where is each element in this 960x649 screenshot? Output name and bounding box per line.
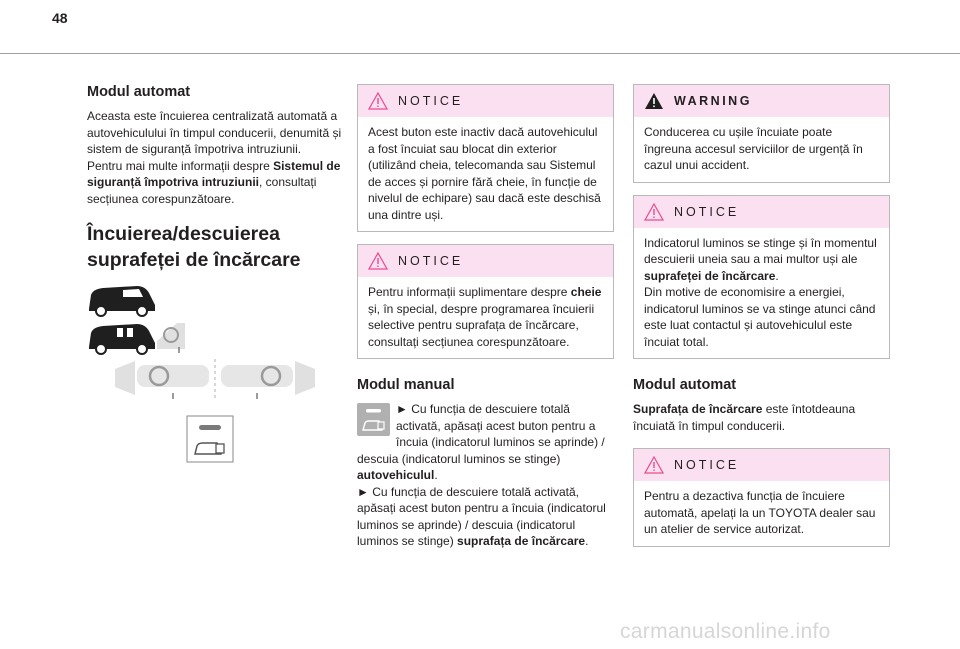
big-heading — [87, 221, 344, 273]
bullet-text: . — [434, 468, 438, 482]
lock-switch-icon — [187, 416, 233, 462]
notice-text-part: . — [775, 268, 779, 283]
big-heading-line-2: suprafeței de încărcare — [87, 249, 301, 271]
automatic-mode-paragraph — [87, 108, 344, 207]
notice-header — [634, 449, 889, 481]
bullet-text: ► Cu funcția de descuiere totală activată, apăsați acest buton pentru a încuia (indicatorul luminos se aprinde) / descuia (indicatorul luminos se stinge) — [357, 402, 605, 466]
warning-box — [633, 84, 890, 183]
notice-title: NOTICE — [398, 94, 464, 108]
bullet-text: ► Cu funcția de descuiere totală activată, apăsați acest buton pentru a încuia (indicatorul luminos se aprinde) / descuia (indicatorul luminos se stinge) — [357, 484, 606, 548]
notice-title: NOTICE — [674, 458, 740, 472]
section-heading-automatic-2: Modul automat — [633, 377, 737, 393]
section-heading-manual: Modul manual — [357, 377, 455, 393]
notice-text-bold: suprafeței de încărcare — [644, 268, 776, 283]
auto-bold: Suprafața de încărcare — [633, 402, 763, 416]
bullet-text: . — [585, 534, 589, 548]
warning-title: WARNING — [674, 94, 752, 108]
para-text: , consultați secțiunea corespunzătoare. — [87, 175, 317, 206]
notice-header — [358, 85, 613, 117]
notice-text: Acest buton este inactiv dacă autovehiculul a fost încuiat sau blocat din exterior (utilizând cheia, telecomanda sau Sistemul de acces și pornire fără cheie, în funcție de nivelul de echipare) sau dacă este deschisă una dintre uși. — [368, 125, 601, 222]
warning-text: Conducerea cu ușile încuiate poate îngreuna accesul serviciilor de urgență în cazul unui accident. — [644, 125, 863, 172]
bullet-bold: autovehiculul — [357, 468, 435, 482]
warning-triangle-icon — [368, 252, 388, 270]
lock-button-icon — [357, 403, 390, 436]
para-bold: Sistemul de siguranță împotriva intruziunii — [87, 158, 341, 189]
warning-filled-triangle-icon — [644, 92, 664, 110]
column-2 — [357, 84, 614, 550]
warning-header — [634, 85, 889, 117]
notice-text-part: Indicatorul luminos se stinge și în momentul descuierii uneia sau a mai multor uși ale — [644, 235, 877, 266]
column-1 — [87, 84, 344, 473]
warning-triangle-icon — [368, 92, 388, 110]
top-rule — [0, 53, 960, 54]
notice-text-part: Pentru informații suplimentare despre — [368, 285, 571, 299]
big-heading-line-1: Încuierea/descuierea — [87, 223, 280, 245]
van-rear-doors-icon — [89, 323, 185, 354]
notice-box-1 — [357, 84, 614, 232]
notice-header — [358, 245, 613, 277]
notice-text — [368, 284, 603, 350]
notice-text-part: și, în special, despre programarea încuierii selective pentru suprafața de încărcare, consultați secțiunea corespunzătoare. — [368, 301, 595, 349]
notice-title: NOTICE — [674, 204, 740, 219]
warning-triangle-icon — [644, 203, 664, 221]
notice-title: NOTICE — [398, 254, 464, 268]
notice-text-part: Din motive de economisire a energiei, indicatorul luminos se va stinge atunci când este luat contactul și autovehiculul este încuiat total. — [644, 285, 876, 349]
bullet-bold: suprafața de încărcare — [457, 534, 586, 548]
notice-text: Pentru a dezactiva funcția de încuiere automată, apelați la un TOYOTA dealer sau un atelier de service autorizat. — [644, 489, 876, 536]
para-text: Aceasta este încuierea centralizată automată a autovehiculului în timpul conducerii, denumită și sistem de siguranță împotriva intruziunii. — [87, 109, 342, 156]
vehicle-lock-illustration — [87, 283, 344, 473]
page-number: 48 — [52, 10, 68, 26]
manual-mode-text — [357, 401, 614, 550]
column-3 — [633, 84, 890, 547]
notice-header — [634, 196, 889, 228]
notice-text-bold: cheie — [570, 285, 602, 299]
notice-box-2 — [357, 244, 614, 359]
notice-box-4 — [633, 448, 890, 547]
dashboard-left-icon — [115, 361, 209, 399]
auto-text: este întotdeauna încuiată în timpul conducerii. — [633, 402, 856, 433]
automatic-loadspace-text — [633, 401, 890, 434]
watermark: carmanualsonline.info — [620, 620, 831, 643]
dashboard-right-icon — [221, 361, 315, 399]
notice-text — [644, 235, 879, 351]
para-text: Pentru mai multe informații despre — [87, 158, 274, 173]
notice-box-3 — [633, 195, 890, 360]
warning-triangle-icon — [644, 456, 664, 474]
van-icon — [89, 286, 155, 316]
section-heading-automatic: Modul automat — [87, 84, 191, 100]
